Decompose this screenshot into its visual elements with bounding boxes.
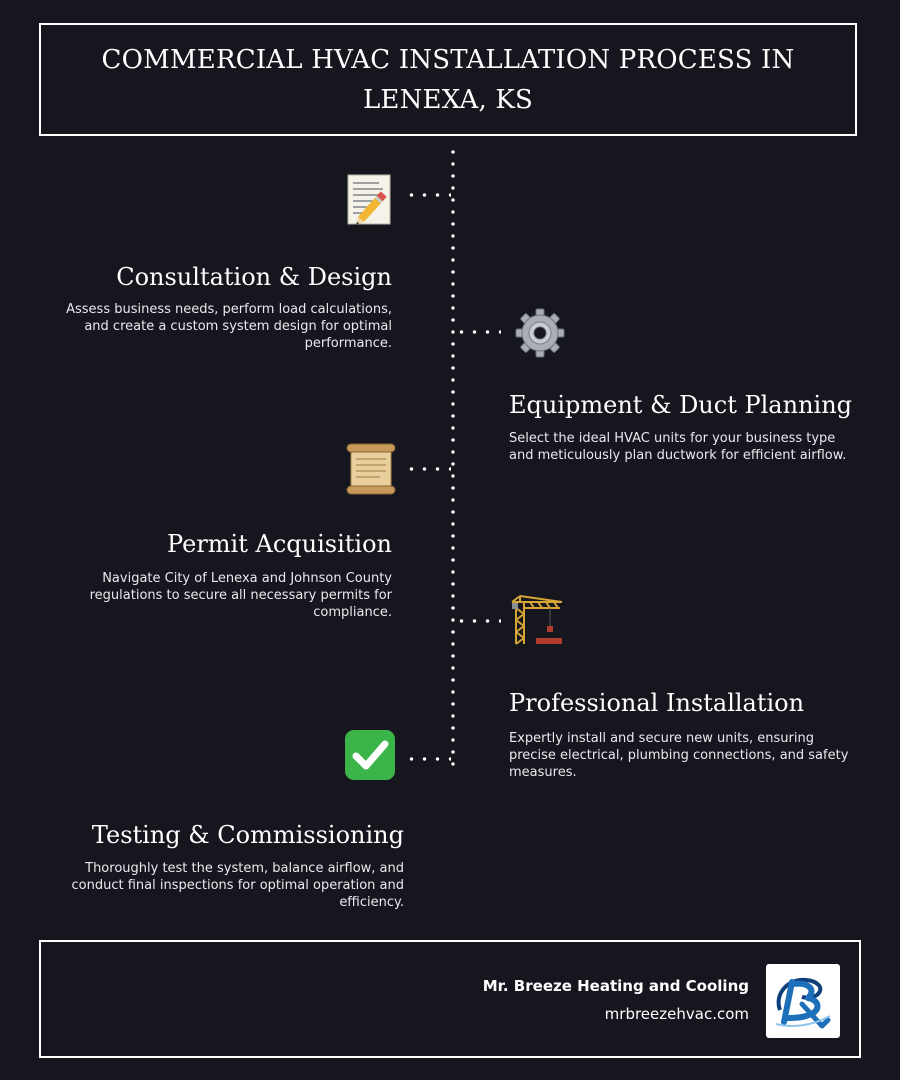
mr-breeze-logo [766, 964, 840, 1038]
check-mark-icon [344, 729, 396, 786]
scroll-icon [345, 443, 397, 500]
step-desc-testing: Thoroughly test the system, balance airflow, and conduct final inspections for optimal operation and efficiency. [71, 861, 404, 910]
timeline-spine [451, 146, 455, 770]
connector-testing [405, 757, 451, 761]
step-desc-equipment: Select the ideal HVAC units for your business type and meticulously plan ductwork for efficient airflow. [509, 431, 847, 463]
step-title-installation: Professional Installation [509, 689, 805, 717]
footer-box [39, 940, 861, 1058]
memo-icon [347, 174, 393, 231]
title-box [39, 23, 857, 136]
step-desc-permit: Navigate City of Lenexa and Johnson County regulations to secure all necessary permits for compliance. [89, 571, 392, 620]
step-title-testing: Testing & Commissioning [91, 821, 404, 849]
connector-installation [455, 619, 501, 623]
page-title: COMMERCIAL HVAC INSTALLATION PROCESS IN LENEXA, KS [101, 44, 795, 115]
step-title-permit: Permit Acquisition [167, 530, 392, 558]
connector-consultation [405, 193, 451, 197]
company-name: Mr. Breeze Heating and Cooling [482, 977, 749, 995]
step-desc-installation: Expertly install and secure new units, ensuring precise electrical, plumbing connections, and safety measures. [509, 731, 849, 780]
step-title-consultation: Consultation & Design [116, 263, 392, 291]
company-website[interactable]: mrbreezehvac.com [604, 1005, 749, 1023]
gear-icon [514, 307, 566, 364]
connector-permit [405, 467, 451, 471]
crane-icon [510, 594, 564, 651]
step-title-equipment: Equipment & Duct Planning [509, 391, 853, 419]
connector-equipment [455, 330, 501, 334]
step-desc-consultation: Assess business needs, perform load calculations, and create a custom system design for optimal performance. [66, 302, 392, 351]
